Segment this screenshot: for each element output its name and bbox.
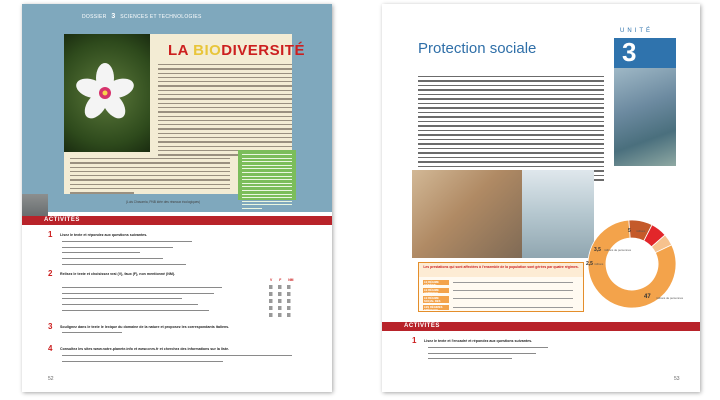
right-page	[382, 4, 700, 392]
article-text-column	[158, 64, 292, 159]
quote-author: (Luis Chavarria, PNB idée des réseaux écologiques)	[126, 200, 201, 204]
question-number: 4	[48, 344, 53, 353]
question-items	[428, 347, 548, 364]
section-header	[82, 13, 202, 20]
section-name: SCIENCES ET TECHNOLOGIES	[120, 14, 202, 20]
question-items	[62, 355, 292, 366]
page-number: 53	[674, 376, 680, 382]
regime-row	[423, 296, 583, 303]
donut-sublabel: millions de personnes	[604, 248, 632, 252]
title-highlight: BIO	[193, 42, 222, 59]
donut-label: 5	[628, 228, 631, 234]
question-text: Soulignez dans le texte le lexique du domaine de la nature et proposez les correspondants italiens.	[60, 325, 230, 329]
flower-photo	[64, 34, 150, 152]
donut-sublabel: millions de personnes	[656, 296, 684, 300]
regime-tag: LES RÉGIMES SPÉCIAUX	[423, 305, 449, 310]
family-photo	[412, 170, 522, 258]
title-pre: LA	[168, 42, 194, 59]
answer-checkboxes[interactable]	[269, 285, 291, 320]
regime-tag: LE RÉGIME AGRICOLE	[423, 288, 449, 293]
regime-tag: LE RÉGIME GÉNÉRAL	[423, 280, 449, 285]
question-text: Relisez le texte et choisissez vrai (V), faux (F), non mentionné (NM).	[60, 272, 176, 276]
activities-bar	[382, 322, 700, 331]
donut-sublabel: millions	[636, 229, 646, 233]
question-number: 2	[48, 269, 53, 278]
activities-label: ACTIVITÉS	[44, 217, 80, 223]
donut-label: 2,5	[586, 261, 593, 267]
question-text: Lisez le texte et répondez aux questions suivantes.	[60, 233, 148, 237]
flower-image	[74, 62, 136, 124]
article-text-bottom	[70, 158, 230, 197]
page-number: 52	[48, 376, 54, 382]
regime-tag: LE RÉGIME SOCIAL DES	[423, 296, 449, 303]
section-label: DOSSIER	[82, 14, 107, 20]
question-text: Lisez le texte et l'encadré et répondez aux questions suivantes.	[424, 339, 533, 343]
section-number: 3	[111, 13, 116, 20]
glossary-box	[238, 150, 296, 200]
regime-row	[423, 288, 583, 295]
question-text: Consultez les sites www.notre-planete.info et www.cnrs.fr et cherchez des informations sur la liste.	[60, 347, 230, 351]
donut-label: 47	[644, 294, 651, 300]
page-title: Protection sociale	[418, 40, 537, 57]
regimes-box	[418, 262, 584, 312]
vfnm-header: V F NM	[270, 278, 294, 282]
question-number: 1	[48, 230, 53, 239]
regimes-box-title: Les prestations qui sont affectées à l'ensemble de la population sont gérées par quatre régimes.	[419, 263, 583, 277]
question-items	[62, 287, 222, 315]
donut-label: 3,5	[594, 247, 601, 253]
activities-label: ACTIVITÉS	[404, 323, 440, 329]
left-page	[22, 4, 332, 392]
regime-row	[423, 280, 583, 287]
donut-sublabel: millions	[594, 262, 604, 266]
unit-badge	[614, 24, 676, 68]
surgery-photo	[614, 68, 676, 166]
question-number: 1	[412, 336, 417, 345]
article-title	[168, 42, 305, 59]
question-items	[62, 241, 192, 269]
unit-number: 3	[622, 37, 637, 67]
regime-row	[423, 305, 583, 312]
question-number: 3	[48, 322, 53, 331]
activities-bar	[22, 216, 332, 225]
question-items	[62, 332, 122, 338]
unit-label: UNITÉ	[620, 28, 653, 34]
title-post: DIVERSITÉ	[221, 42, 305, 59]
